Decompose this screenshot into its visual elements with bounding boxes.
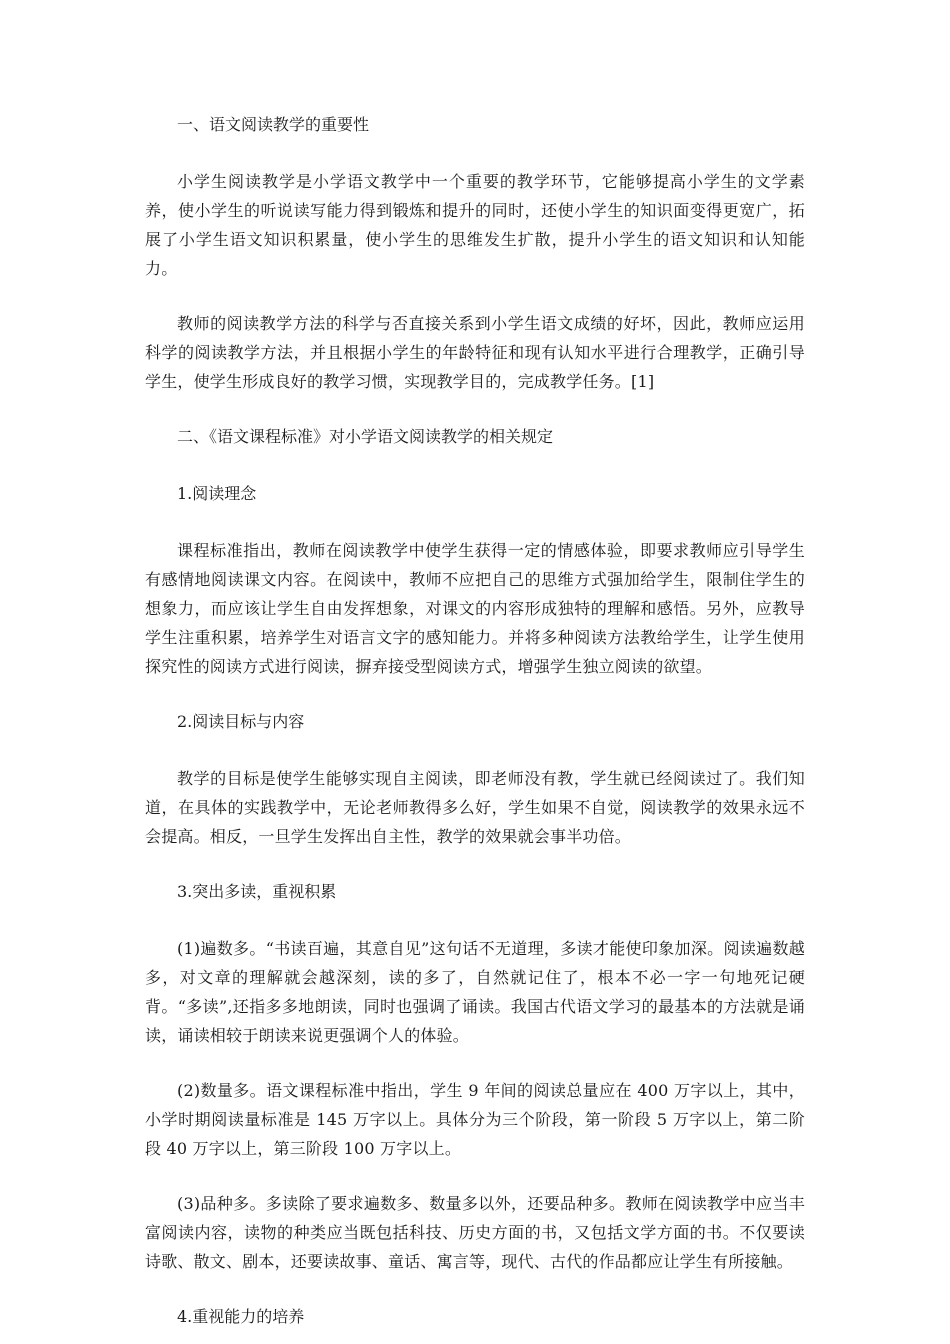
paragraph: (2)数量多。语文课程标准中指出，学生 9 年间的阅读总量应在 400 万字以上，其中，小学时期阅读量标准是 145 万字以上。具体分为三个阶段，第一阶段 5 万字以上，第二阶段 40 万字以上，第三阶段 100 万字以上。 bbox=[145, 1081, 805, 1158]
paragraph: 教学的目标是使学生能够实现自主阅读，即老师没有教，学生就已经阅读过了。我们知道，在具体的实践教学中，无论老师教得多么好，学生如果不自觉，阅读教学的效果永远不会提高。相反，一旦学生发挥出自主性，教学的效果就会事半功倍。 bbox=[145, 769, 805, 846]
subheading-reading-concept: 1.阅读理念 bbox=[177, 484, 257, 503]
subheading-read-more: 3.突出多读，重视积累 bbox=[177, 882, 337, 901]
paragraph: (3)品种多。多读除了要求遍数多、数量多以外，还要品种多。教师在阅读教学中应当丰富阅读内容，读物的种类应当既包括科技、历史方面的书，又包括文学方面的书。不仅要读诗歌、散文、剧本，还要读故事、童话、寓言等，现代、古代的作品都应让学生有所接触。 bbox=[145, 1194, 805, 1271]
subheading-reading-goals: 2.阅读目标与内容 bbox=[177, 712, 305, 731]
section-heading-1: 一、语文阅读教学的重要性 bbox=[177, 115, 370, 134]
paragraph: 小学生阅读教学是小学语文教学中一个重要的教学环节，它能够提高小学生的文学素养，使小学生的听说读写能力得到锻炼和提升的同时，还使小学生的知识面变得更宽广，拓展了小学生语文知识积累量，使小学生的思维发生扩散，提升小学生的语文知识和认知能力。 bbox=[145, 172, 805, 278]
subheading-ability: 4.重视能力的培养 bbox=[177, 1307, 305, 1326]
section-heading-2: 二、《语文课程标准》对小学语文阅读教学的相关规定 bbox=[177, 427, 554, 446]
paragraph: (1)遍数多。“书读百遍，其意自见”这句话不无道理，多读才能使印象加深。阅读遍数越多，对文章的理解就会越深刻，读的多了，自然就记住了，根本不必一字一句地死记硬背。“多读”,还指多多地朗读，同时也强调了诵读。我国古代语文学习的最基本的方法就是诵读，诵读相较于朗读来说更强调个人的体验。 bbox=[145, 939, 805, 1045]
document-page bbox=[145, 110, 805, 1331]
paragraph: 教师的阅读教学方法的科学与否直接关系到小学生语文成绩的好坏，因此，教师应运用科学的阅读教学方法，并且根据小学生的年龄特征和现有认知水平进行合理教学，正确引导学生，使学生形成良好的教学习惯，实现教学目的，完成教学任务。[1] bbox=[145, 314, 805, 391]
paragraph: 课程标准指出，教师在阅读教学中使学生获得一定的情感体验，即要求教师应引导学生有感情地阅读课文内容。在阅读中，教师不应把自己的思维方式强加给学生，限制住学生的想象力，而应该让学生自由发挥想象，对课文的内容形成独特的理解和感悟。另外，应教导学生注重积累，培养学生对语言文字的感知能力。并将多种阅读方法教给学生，让学生使用探究性的阅读方式进行阅读，摒弃接受型阅读方式，增强学生独立阅读的欲望。 bbox=[145, 541, 805, 676]
